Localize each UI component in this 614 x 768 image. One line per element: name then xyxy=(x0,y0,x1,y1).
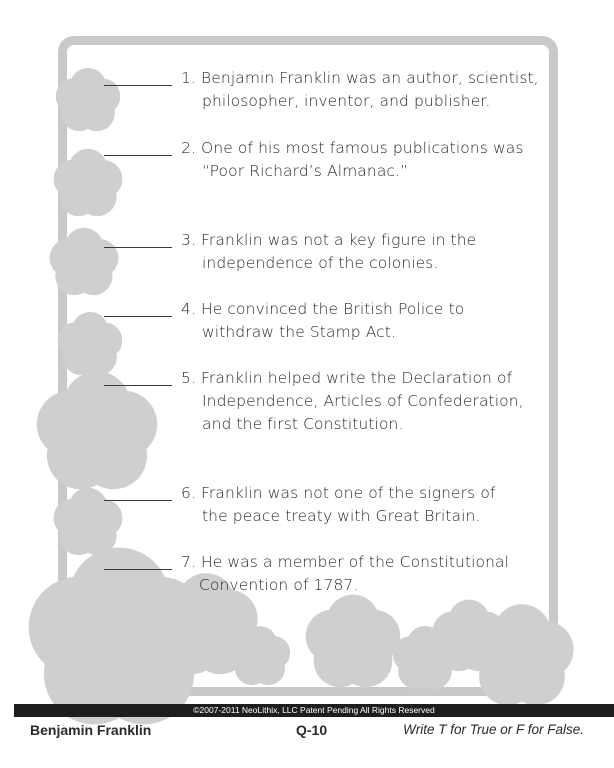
question-line: 4. He convinced the British Police to xyxy=(181,300,465,318)
answer-blank[interactable] xyxy=(104,85,172,86)
star-icon xyxy=(183,602,229,645)
question-line: 6. Franklin was not one of the signers of xyxy=(181,484,496,502)
question-line: 5. Franklin helped write the Declaration of xyxy=(181,369,513,387)
answer-blank[interactable] xyxy=(104,316,172,317)
answer-blank[interactable] xyxy=(104,569,172,570)
question-line: Convention of 1787. xyxy=(199,576,359,594)
question-text xyxy=(181,551,541,597)
star-icon xyxy=(411,644,440,671)
copyright-bar: ©2007-2011 NeoLithix, LLC Patent Pending All Rights Reserved xyxy=(14,704,614,717)
question-text xyxy=(181,482,541,528)
question-line: withdraw the Stamp Act. xyxy=(202,323,396,341)
worksheet-title: Benjamin Franklin xyxy=(30,722,152,738)
worksheet-code: Q-10 xyxy=(296,722,328,738)
star-icon xyxy=(73,507,103,536)
star-icon xyxy=(247,643,274,668)
answer-blank[interactable] xyxy=(104,155,172,156)
question-line: and the first Constitution. xyxy=(202,415,404,433)
question-text xyxy=(181,229,541,275)
question-line: 3. Franklin was not a key figure in the xyxy=(181,231,477,249)
question-line: philosopher, inventor, and publisher. xyxy=(202,92,491,110)
answer-blank[interactable] xyxy=(104,385,172,386)
worksheet-instructions: Write T for True or F for False. xyxy=(402,722,584,737)
question-text xyxy=(181,67,541,113)
question-text xyxy=(181,367,541,436)
answer-blank[interactable] xyxy=(104,247,172,248)
star-icon xyxy=(73,168,103,197)
question-line: the peace treaty with Great Britain. xyxy=(202,507,481,525)
star-icon xyxy=(332,621,374,661)
star-icon xyxy=(69,247,99,276)
question-line: independence of the colonies. xyxy=(202,254,439,272)
question-line: 7. He was a member of the Constitutional xyxy=(181,553,510,571)
star-icon xyxy=(76,330,105,357)
question-text xyxy=(181,298,541,344)
star-icon xyxy=(70,405,123,456)
star-icon xyxy=(79,598,159,674)
question-line: “Poor Richard’s Almanac.” xyxy=(202,162,409,180)
question-line: 2. One of his most famous publications was xyxy=(181,139,524,157)
question-line: Independence, Articles of Confederation, xyxy=(202,392,524,410)
star-icon xyxy=(499,633,545,676)
answer-blank[interactable] xyxy=(104,500,172,501)
star-icon xyxy=(74,86,103,113)
question-text xyxy=(181,137,541,183)
question-line: 1. Benjamin Franklin was an author, scientist, xyxy=(181,69,539,87)
